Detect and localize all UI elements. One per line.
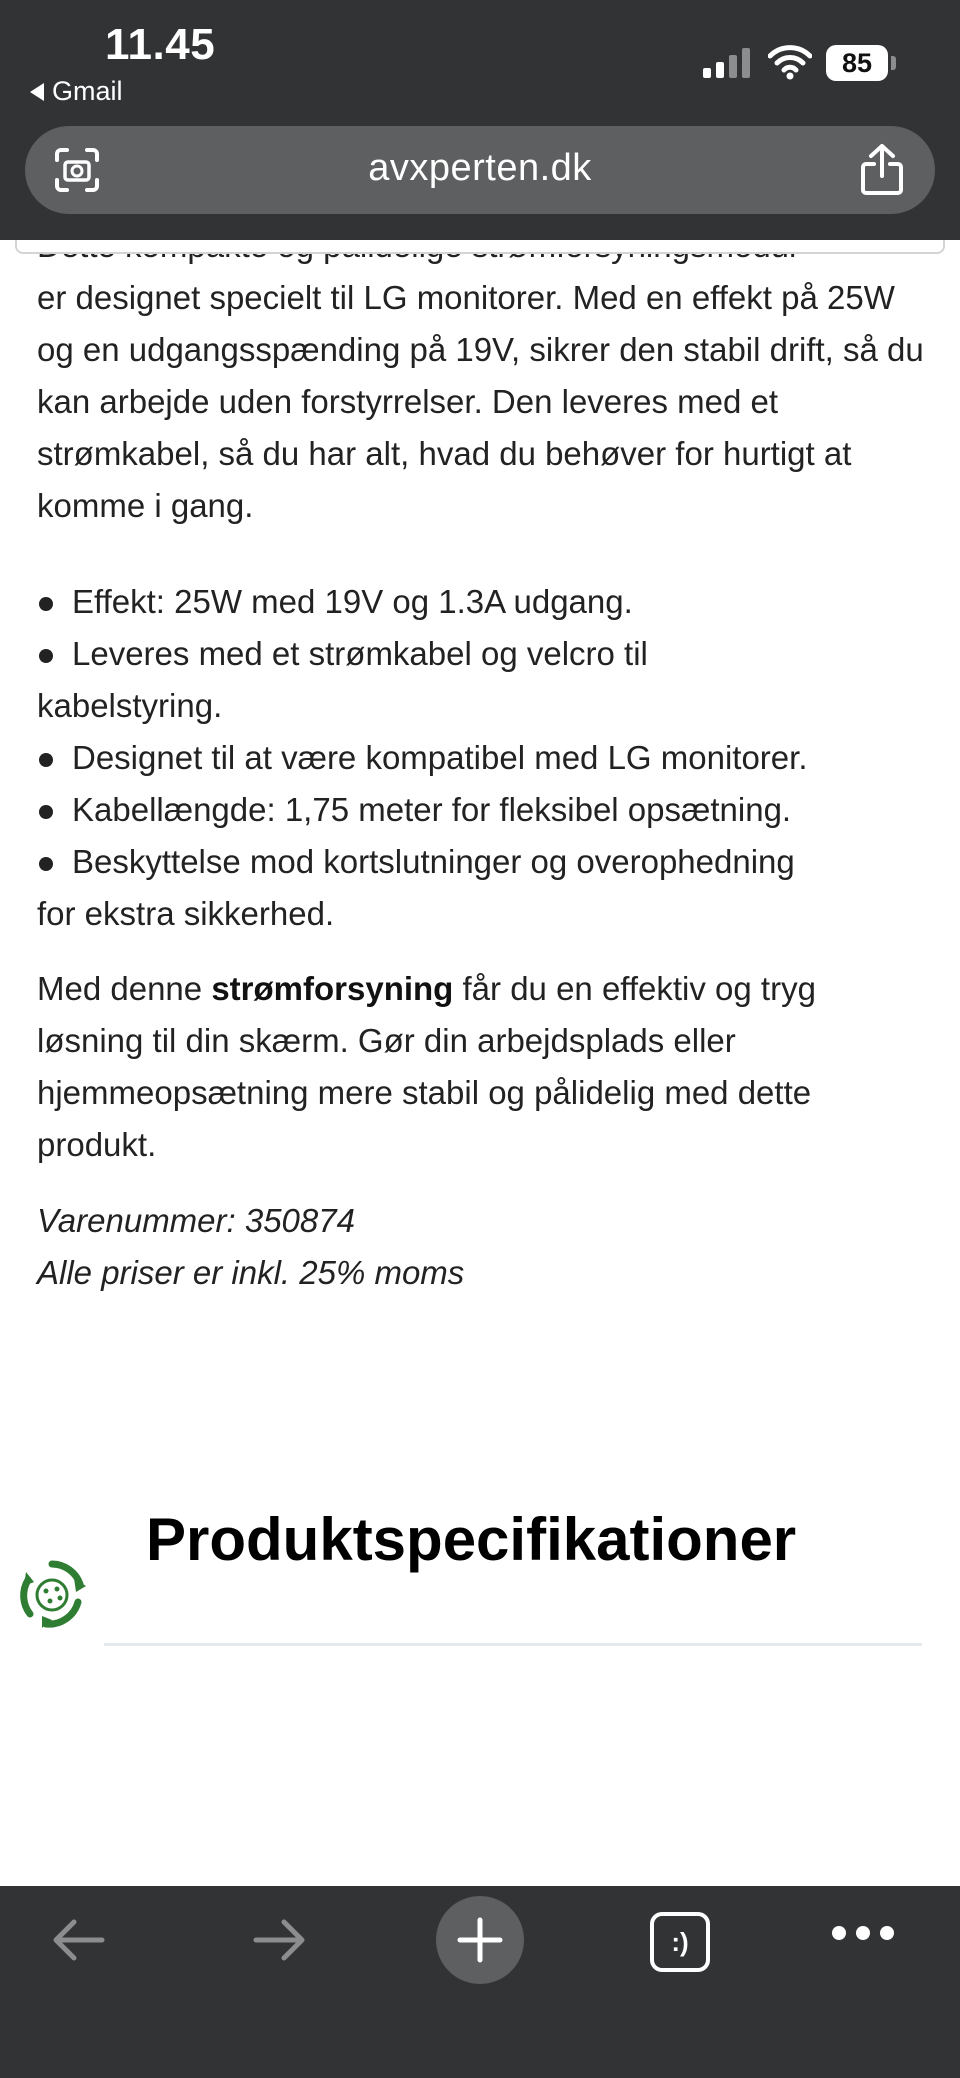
url-text[interactable]: avxperten.dk <box>368 147 592 189</box>
more-icon[interactable] <box>832 1926 894 1940</box>
back-app-label: Gmail <box>52 76 123 106</box>
description-intro <box>37 242 927 532</box>
specs-divider <box>104 1643 922 1646</box>
battery-nub <box>891 56 896 70</box>
address-bar[interactable] <box>25 126 935 214</box>
bullet-dot <box>39 805 53 819</box>
list-item: Leveres med et strømkabel og velcro til kabelstyring. <box>37 628 927 732</box>
list-item-continuation: for ekstra sikkerhed. <box>37 895 335 932</box>
eco-recycle-icon[interactable] <box>16 1558 88 1630</box>
feature-list <box>37 576 927 940</box>
list-item: Designet til at være kompatibel med LG monitorer. <box>37 732 927 784</box>
more-dot <box>880 1926 894 1940</box>
bullet-dot <box>39 597 53 611</box>
product-meta <box>37 1195 927 1299</box>
more-dot <box>856 1926 870 1940</box>
browser-top-chrome <box>0 0 960 240</box>
share-icon[interactable] <box>857 142 907 198</box>
back-arrow-icon[interactable] <box>46 1908 110 1972</box>
more-dot <box>832 1926 846 1940</box>
list-item: Kabellængde: 1,75 meter for fleksibel opsætning. <box>37 784 927 836</box>
bullet-dot <box>39 753 53 767</box>
list-item: Effekt: 25W med 19V og 1.3A udgang. <box>37 576 927 628</box>
bullet-dot <box>39 857 53 871</box>
page-top-edge <box>15 240 945 254</box>
list-item-continuation: kabelstyring. <box>37 687 223 724</box>
browser-bottom-toolbar <box>0 1886 960 2078</box>
bullet-dot <box>39 649 53 663</box>
cellular-signal-icon <box>703 46 750 78</box>
battery-level: 85 <box>826 45 888 81</box>
forward-arrow-icon[interactable] <box>248 1908 312 1972</box>
tabs-button[interactable]: :) <box>650 1912 710 1972</box>
status-time: 11.45 <box>105 20 216 69</box>
wifi-icon <box>768 44 812 80</box>
back-to-gmail-link[interactable] <box>30 76 123 107</box>
description-outro: Med denne strømforsyning får du en effektiv og tryg løsning til din skærm. Gør din arbejdsplads eller hjemmeopsætning mere stabil og pålidelig med dette produkt. <box>37 970 816 1163</box>
new-tab-button[interactable] <box>436 1896 524 1984</box>
outro-bold-term: strømforsyning <box>211 970 454 1007</box>
specs-heading: Produktspecifikationer <box>146 1506 797 1573</box>
item-number: Varenummer: 350874 <box>37 1202 355 1239</box>
list-item: Beskyttelse mod kortslutninger og overophedning for ekstra sikkerhed. <box>37 836 927 940</box>
battery-indicator <box>826 45 896 81</box>
plus-icon <box>457 1917 503 1963</box>
back-triangle-icon <box>30 83 44 101</box>
intro-text: er designet specielt til LG monitorer. Med en effekt på 25W og en udgangsspænding på 19V, sikrer den stabil drift, så du kan arbejde uden forstyrrelser. Den leveres med et strømkabel, så du har alt, hvad du behøver for hurtigt at komme i gang. <box>37 279 924 524</box>
vat-note: Alle priser er inkl. 25% moms <box>37 1254 465 1291</box>
